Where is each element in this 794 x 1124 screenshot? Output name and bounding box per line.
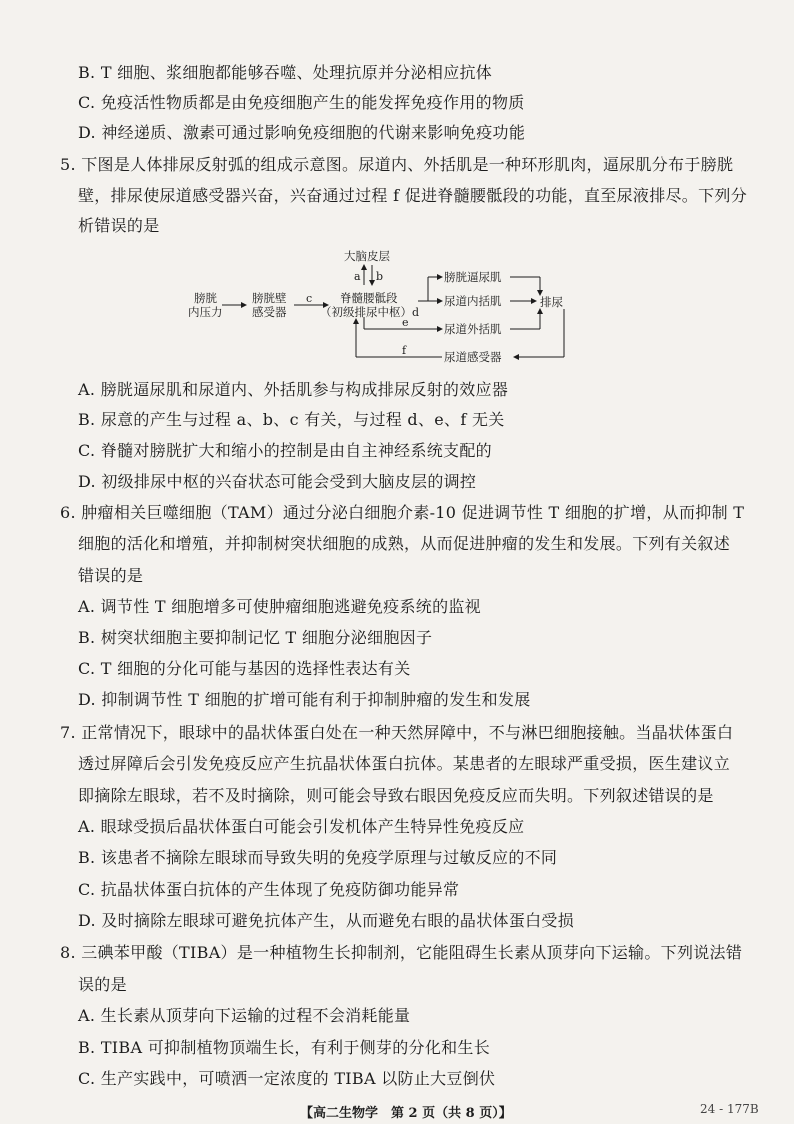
q7-stem-line3: 即摘除左眼球，若不及时摘除，则可能会导致右眼因免疫反应而失明。下列叙述错误的是 (78, 786, 714, 805)
node-spinal-center-line1: 脊髓腰骶段 (340, 291, 398, 305)
path-b-label: b (376, 270, 384, 283)
q6-option-d: D. 抑制调节性 T 细胞的扩增可能有利于抑制肿瘤的发生和发展 (78, 690, 531, 709)
node-bladder-pressure-line2: 内压力 (188, 305, 223, 319)
q6-stem-line3: 错误的是 (78, 566, 144, 585)
path-d-label: d (412, 306, 420, 319)
q5-option-b: B. 尿意的产生与过程 a、b、c 有关，与过程 d、e、f 无关 (78, 410, 505, 429)
node-cerebral-cortex: 大脑皮层 (344, 249, 390, 263)
exam-code: 24 - 177B (700, 1102, 759, 1116)
path-e-label: e (402, 316, 409, 329)
path-f-label: f (402, 344, 407, 357)
q6-option-c: C. T 细胞的分化可能与基因的选择性表达有关 (78, 659, 411, 678)
q7-option-d: D. 及时摘除左眼球可避免抗体产生，从而避免右眼的晶状体蛋白受损 (78, 911, 575, 930)
q4-option-d: D. 神经递质、激素可通过影响免疫细胞的代谢来影响免疫功能 (78, 123, 526, 142)
q7-stem-line2: 透过屏障后会引发免疫反应产生抗晶状体蛋白抗体。某患者的左眼球严重受损，医生建议立 (78, 754, 731, 773)
node-detrusor: 膀胱逼尿肌 (444, 270, 502, 284)
q7-option-b: B. 该患者不摘除左眼球而导致失明的免疫学原理与过敏反应的不同 (78, 848, 558, 867)
q4-option-c: C. 免疫活性物质都是由免疫细胞产生的能发挥免疫作用的物质 (78, 93, 525, 112)
node-inner-sphincter: 尿道内括肌 (444, 294, 502, 308)
q8-option-b: B. TIBA 可抑制植物顶端生长，有利于侧芽的分化和生长 (78, 1038, 491, 1057)
q5-stem-line2: 壁，排尿使尿道感受器兴奋，兴奋通过过程 f 促进脊髓腰骶段的功能，直至尿液排尽。下列分 (78, 186, 747, 205)
page-footer: 【高二生物学 第 2 页（共 8 页）】 (300, 1106, 512, 1121)
q8-stem-line1: 8. 三碘苯甲酸（TIBA）是一种植物生长抑制剂，它能阻碍生长素从顶芽向下运输。下列说法错 (60, 943, 743, 962)
q8-option-a: A. 生长素从顶芽向下运输的过程不会消耗能量 (78, 1006, 411, 1025)
q6-stem-line2: 细胞的活化和增殖，并抑制树突状细胞的成熟，从而促进肿瘤的发生和发展。下列有关叙述 (78, 534, 731, 553)
reflex-arc-diagram (180, 243, 580, 375)
node-outer-sphincter: 尿道外括肌 (444, 322, 502, 336)
node-spinal-center-line2: （初级排尿中枢） (320, 305, 412, 319)
path-a-label: a (354, 270, 361, 283)
q8-option-c: C. 生产实践中，可喷洒一定浓度的 TIBA 以防止大豆倒伏 (78, 1069, 496, 1088)
node-bladder-receptor-line1: 膀胱壁 (252, 291, 287, 305)
q5-stem-line1: 5. 下图是人体排尿反射弧的组成示意图。尿道内、外括肌是一种环形肌肉，逼尿肌分布于膀胱 (60, 155, 734, 174)
q5-option-d: D. 初级排尿中枢的兴奋状态可能会受到大脑皮层的调控 (78, 472, 477, 491)
q4-option-b: B. T 细胞、浆细胞都能够吞噬、处理抗原并分泌相应抗体 (78, 63, 493, 82)
node-bladder-pressure-line1: 膀胱 (194, 291, 217, 305)
q6-option-a: A. 调节性 T 细胞增多可使肿瘤细胞逃避免疫系统的监视 (78, 597, 481, 616)
q7-option-c: C. 抗晶状体蛋白抗体的产生体现了免疫防御功能异常 (78, 880, 460, 899)
q6-option-b: B. 树突状细胞主要抑制记忆 T 细胞分泌细胞因子 (78, 628, 433, 647)
node-urination: 排尿 (540, 295, 563, 309)
q5-option-c: C. 脊髓对膀胱扩大和缩小的控制是由自主神经系统支配的 (78, 441, 492, 460)
q7-option-a: A. 眼球受损后晶状体蛋白可能会引发机体产生特异性免疫反应 (78, 817, 525, 836)
path-c-label: c (306, 292, 313, 305)
q6-stem-line1: 6. 肿瘤相关巨噬细胞（TAM）通过分泌白细胞介素-10 促进调节性 T 细胞的扩增，从而抑制 T (60, 503, 745, 522)
node-urethra-receptor: 尿道感受器 (444, 350, 502, 364)
q7-stem-line1: 7. 正常情况下，眼球中的晶状体蛋白处在一种天然屏障中，不与淋巴细胞接触。当晶状体蛋白 (60, 723, 734, 742)
q5-option-a: A. 膀胱逼尿肌和尿道内、外括肌参与构成排尿反射的效应器 (78, 380, 509, 399)
q8-stem-line2: 误的是 (78, 975, 127, 994)
q5-stem-line3: 析错误的是 (78, 216, 160, 235)
node-bladder-receptor-line2: 感受器 (252, 305, 287, 319)
